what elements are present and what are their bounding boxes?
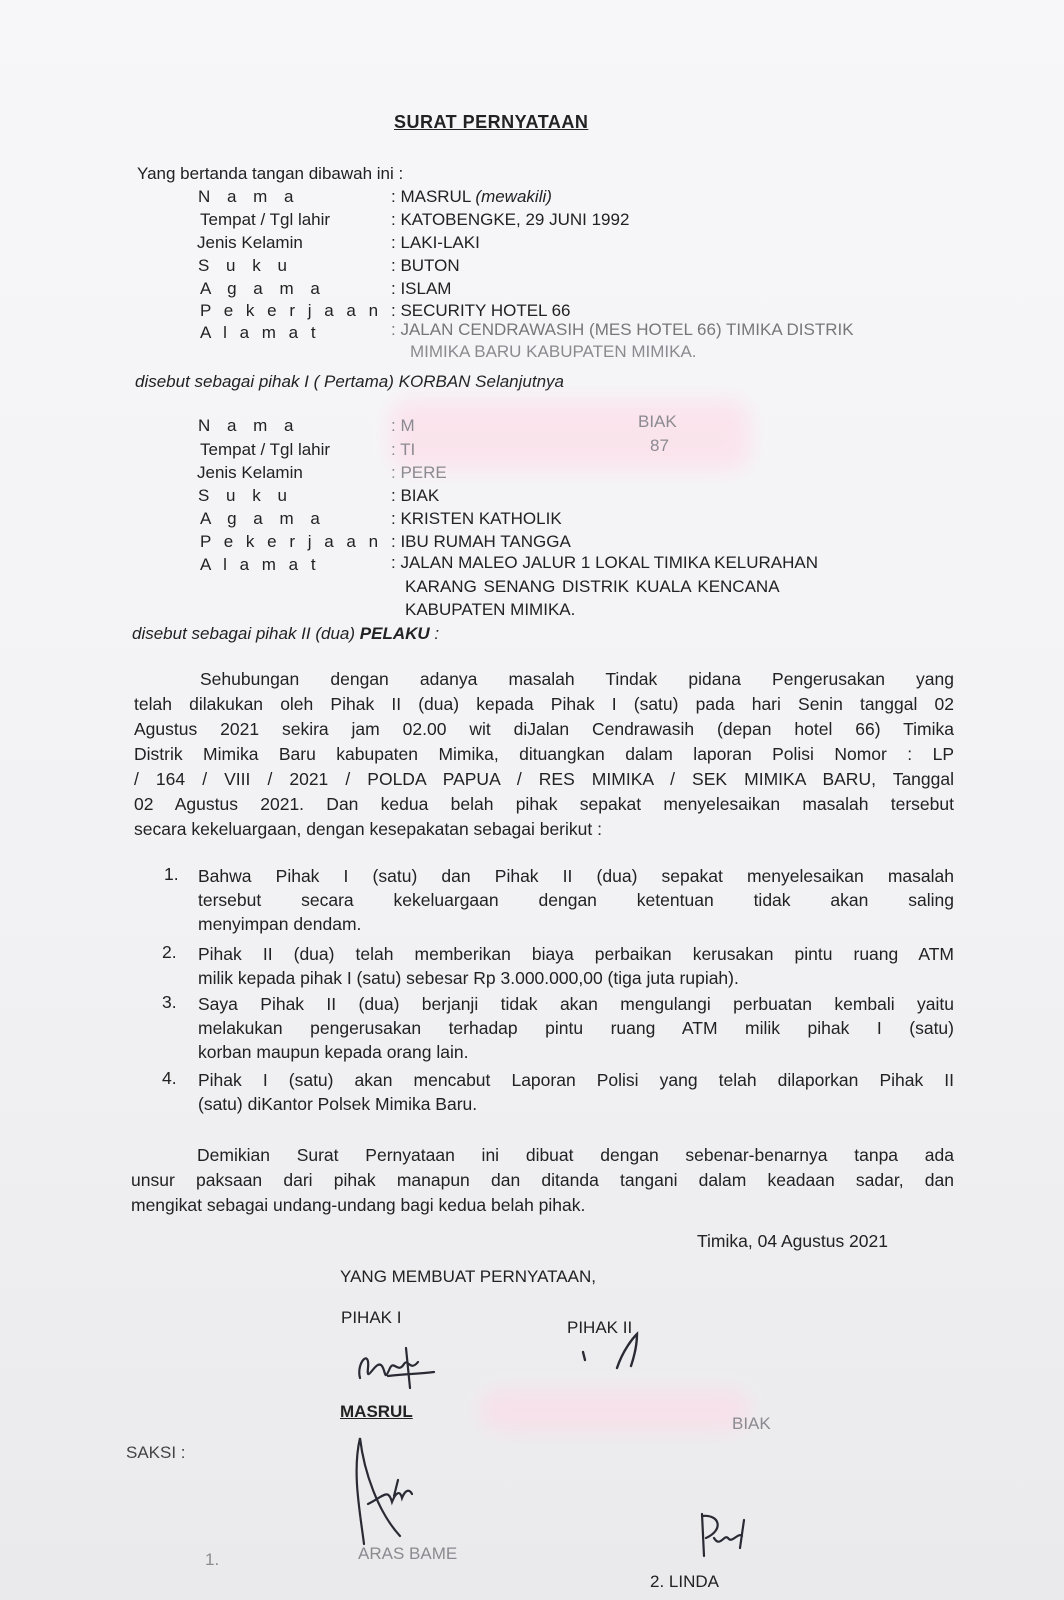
list-item-line: Pihak II (dua) telah memberikan biaya perbaikan kerusakan pintu ruang ATM [198,944,954,964]
paragraph-1 [134,667,954,842]
yang-membuat-label: YANG MEMBUAT PERNYATAAN, [340,1267,596,1286]
label-pekerjaan-1: P e k e r j a a n [200,301,383,320]
label-pekerjaan-2: P e k e r j a a n [200,532,383,551]
value-jk-1: : LAKI-LAKI [391,233,480,252]
list-item-4 [198,1068,954,1116]
disebut-pihak-2 [132,624,439,644]
label-alamat-2: A l a m a t [200,555,320,574]
redaction-blur [480,1390,750,1430]
value-nama-2: : M [391,416,415,435]
value-pekerjaan-1: : SECURITY HOTEL 66 [391,301,571,320]
value-ttl-2: : TI [391,440,416,459]
place-date: Timika, 04 Agustus 2021 [697,1231,888,1251]
value-suku-1: : BUTON [391,256,460,275]
value-agama-2: : KRISTEN KATHOLIK [391,509,562,528]
label-nama-2: N a m a [198,416,300,435]
value-alamat-2-line1: : JALAN MALEO JALUR 1 LOKAL TIMIKA KELURAHAN [391,553,819,572]
list-number: 4. [162,1068,177,1088]
disebut-pihak-1: disebut sebagai pihak I ( Pertama) KORBAN Selanjutnya [135,372,565,391]
value-alamat-2-line3: KABUPATEN MIMIKA. [405,600,576,619]
value-nama-1-text: : MASRUL [391,187,471,206]
disebut-pihak-2-text: disebut sebagai pihak II (dua) [132,624,360,643]
signature-pihak-2 [575,1330,655,1380]
label-agama-2: A g a m a [200,509,326,528]
value-jk-2: : PERE [391,463,447,482]
saksi-1-name: ARAS BAME [358,1544,458,1563]
label-suku-1: S u k u [198,256,293,275]
label-ttl-1: Tempat / Tgl lahir [200,210,331,229]
value-nama-2-tail: BIAK [638,412,677,431]
paragraph-2 [131,1143,954,1218]
paragraph-2-line: Demikian Surat Pernyataan ini dibuat dengan sebenar-benarnya tanpa ada [197,1145,954,1165]
label-ttl-2: Tempat / Tgl lahir [200,440,331,459]
list-item-line: Pihak I (satu) akan mencabut Laporan Polisi yang telah dilaporkan Pihak II [198,1070,954,1090]
list-number: 1. [164,864,179,884]
paragraph-2-line: unsur paksaan dari pihak manapun dan ditanda tangani dalam keadaan sadar, dan [131,1170,954,1190]
list-item-line: (satu) diKantor Polsek Mimika Baru. [198,1094,478,1114]
value-ttl-2-tail: 87 [650,436,669,455]
list-number: 2. [162,942,177,962]
value-ttl-1: : KATOBENGKE, 29 JUNI 1992 [391,210,630,229]
signature-saksi-1 [338,1432,448,1552]
paragraph-1-line: Agustus 2021 sekira jam 02.00 wit diJalan Cendrawasih (depan hotel 66) Timika [134,719,954,739]
document-title: SURAT PERNYATAAN [394,112,589,132]
value-alamat-1-line1-text: : JALAN CENDRAWASIH (MES HOTEL 66) TIMIKA DISTRIK [391,320,854,339]
list-item-line: menyimpan dendam. [198,914,362,934]
value-alamat-2-line2: KARANG SENANG DISTRIK KUALA KENCANA [405,577,780,596]
pihak-1-label: PIHAK I [341,1308,402,1327]
value-nama-1-note: (mewakili) [475,187,552,206]
list-item-line: melakukan pengerusakan terhadap pintu ruang ATM milik pihak I (satu) [198,1018,954,1038]
saksi-label: SAKSI : [126,1443,186,1462]
disebut-pihak-2-bold: PELAKU [359,624,430,643]
list-item-line: Bahwa Pihak I (satu) dan Pihak II (dua) sepakat menyelesaikan masalah [198,866,954,886]
signature-pihak-1 [348,1338,438,1398]
label-nama-1: N a m a [198,187,300,206]
pihak-1-name: MASRUL [340,1402,413,1421]
value-suku-2: : BIAK [391,486,440,505]
paragraph-1-line: / 164 / VIII / 2021 / POLDA PAPUA / RES MIMIKA / SEK MIMIKA BARU, Tanggal [134,769,954,789]
redaction-blur [390,400,750,470]
value-pekerjaan-2: : IBU RUMAH TANGGA [391,532,571,551]
paragraph-2-line: mengikat sebagai undang-undang bagi kedua belah pihak. [131,1195,586,1215]
list-item-line: korban maupun kepada orang lain. [198,1042,469,1062]
paragraph-1-line: telah dilakukan oleh Pihak II (dua) kepada Pihak I (satu) pada hari Senin tanggal 02 [134,694,954,714]
list-item-3 [198,992,954,1064]
list-item-1 [198,864,954,936]
saksi-1-number: 1. [205,1550,220,1569]
list-item-line: tersebut secara kekeluargaan dengan ketentuan tidak akan saling [198,890,954,910]
paragraph-1-line: secara kekeluargaan, dengan kesepakatan sebagai berikut : [134,819,602,839]
value-nama-1 [391,187,552,207]
label-jk-1: Jenis Kelamin [197,233,303,252]
list-item-2 [198,942,954,990]
signature-saksi-2 [690,1508,770,1578]
label-alamat-1: A l a m a t [200,323,320,342]
pihak-2-label: PIHAK II [567,1318,633,1337]
paragraph-1-line: Distrik Mimika Baru kabupaten Mimika, dituangkan dalam laporan Polisi Nomor : LP [134,744,954,764]
saksi-2-name: 2. LINDA [650,1572,719,1591]
pihak-2-name-tail: BIAK [732,1414,771,1433]
label-suku-2: S u k u [198,486,293,505]
value-alamat-1-line1 [391,320,854,340]
label-agama-1: A g a m a [200,279,326,298]
value-alamat-1-line2: MIMIKA BARU KABUPATEN MIMIKA. [410,342,697,361]
intro-text: Yang bertanda tangan dibawah ini : [137,164,404,183]
disebut-pihak-2-end: : [429,624,440,643]
value-agama-1: : ISLAM [391,279,452,298]
list-item-line: milik kepada pihak I (satu) sebesar Rp 3.000.000,00 (tiga juta rupiah). [198,968,739,988]
paragraph-1-line: 02 Agustus 2021. Dan kedua belah pihak sepakat menyelesaikan masalah tersebut [134,794,954,814]
paragraph-1-line: Sehubungan dengan adanya masalah Tindak pidana Pengerusakan yang [200,669,954,689]
label-jk-2: Jenis Kelamin [197,463,303,482]
list-item-line: Saya Pihak II (dua) berjanji tidak akan mengulangi perbuatan kembali yaitu [198,994,954,1014]
list-number: 3. [162,992,177,1012]
